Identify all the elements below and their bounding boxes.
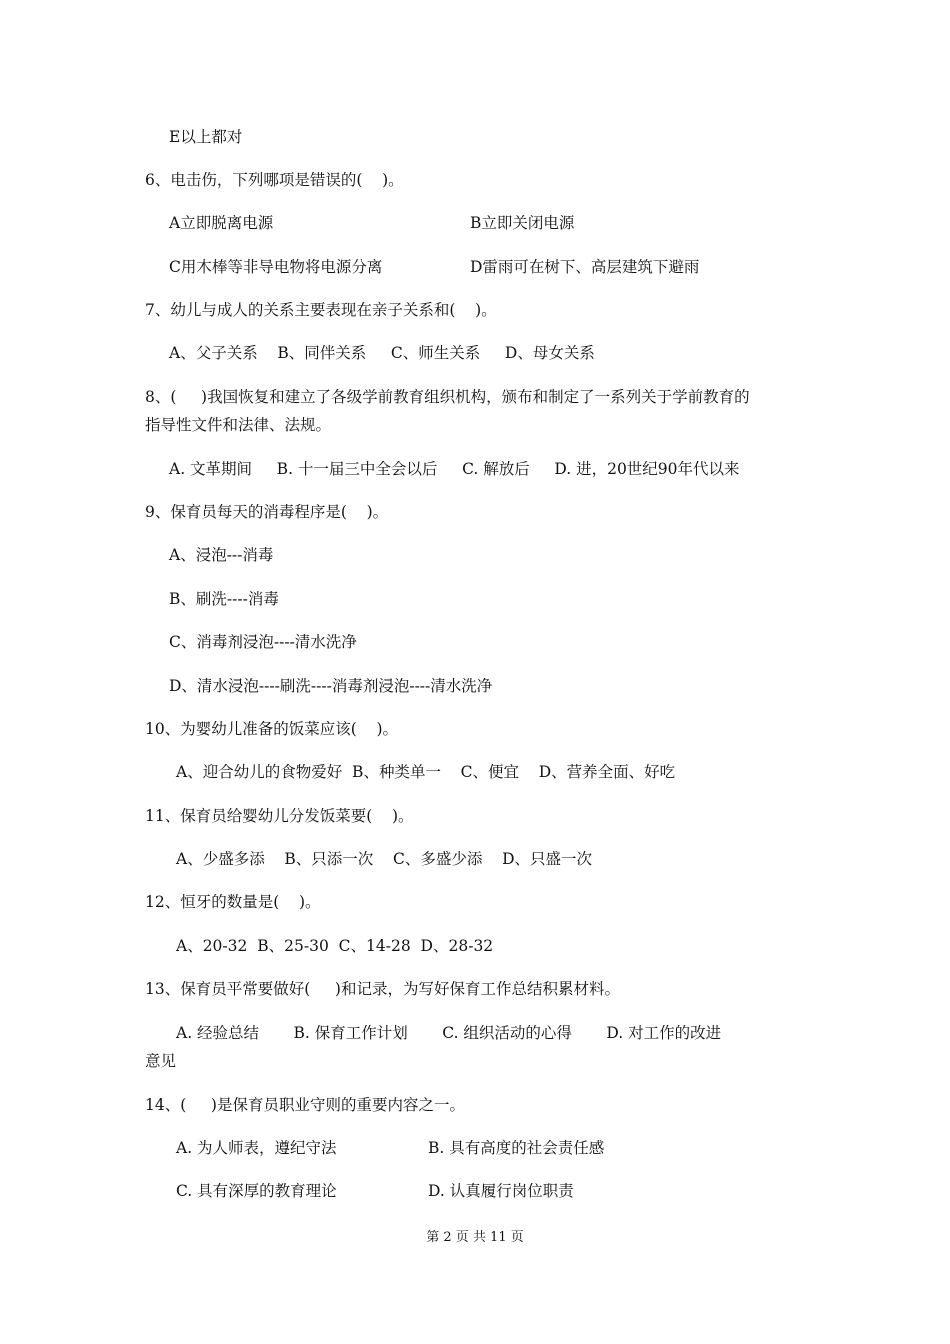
q6-option-c: C用木棒等非导电物将电源分离 xyxy=(169,258,383,276)
q11-options: A、少盛多添 B、只添一次 C、多盛少添 D、只盛一次 xyxy=(176,850,592,868)
q6-option-b: B立即关闭电源 xyxy=(470,214,575,232)
question-14: 14、( )是保育员职业守则的重要内容之一。 xyxy=(145,1096,465,1114)
question-10: 10、为婴幼儿准备的饭菜应该( )。 xyxy=(145,720,399,738)
q7-options: A、父子关系 B、同伴关系 C、师生关系 D、母女关系 xyxy=(169,344,595,362)
q14-option-c: C. 具有深厚的教育理论 xyxy=(176,1182,337,1200)
question-7: 7、幼儿与成人的关系主要表现在亲子关系和( )。 xyxy=(145,301,497,319)
q13-options: A. 经验总结 B. 保育工作计划 C. 组织活动的心得 D. 对工作的改进 xyxy=(176,1024,722,1042)
q13-options-cont: 意见 xyxy=(145,1052,177,1070)
question-8: 8、( )我国恢复和建立了各级学前教育组织机构，颁布和制定了一系列关于学前教育的 xyxy=(145,388,750,406)
question-11: 11、保育员给婴幼儿分发饭菜要( )。 xyxy=(145,807,414,825)
q10-options: A、迎合幼儿的食物爱好 B、种类单一 C、便宜 D、营养全面、好吃 xyxy=(176,763,676,781)
q9-option-a: A、浸泡---消毒 xyxy=(169,546,274,564)
q9-option-b: B、刷洗----消毒 xyxy=(169,590,279,608)
page-footer: 第 2 页 共 11 页 xyxy=(426,1230,524,1245)
q9-option-c: C、消毒剂浸泡----清水洗净 xyxy=(169,633,357,651)
q6-option-d: D雷雨可在树下、高层建筑下避雨 xyxy=(470,258,700,276)
question-6: 6、电击伤，下列哪项是错误的( )。 xyxy=(145,171,404,189)
q6-option-a: A立即脱离电源 xyxy=(169,214,274,232)
q8-options: A. 文革期间 B. 十一届三中全会以后 C. 解放后 D. 进，20世纪90年代以来 xyxy=(169,460,740,478)
option-e: E以上都对 xyxy=(169,128,243,146)
q14-option-a: A. 为人师表，遵纪守法 xyxy=(176,1139,337,1157)
q14-option-d: D. 认真履行岗位职责 xyxy=(428,1182,574,1200)
question-9: 9、保育员每天的消毒程序是( )。 xyxy=(145,503,389,521)
question-12: 12、恒牙的数量是( )。 xyxy=(145,893,321,911)
question-8-cont: 指导性文件和法律、法规。 xyxy=(145,416,332,434)
question-13: 13、保育员平常要做好( )和记录，为写好保育工作总结积累材料。 xyxy=(145,980,620,998)
q12-options: A、20-32 B、25-30 C、14-28 D、28-32 xyxy=(176,937,494,955)
q9-option-d: D、清水浸泡----刷洗----消毒剂浸泡----清水洗净 xyxy=(169,677,493,695)
q14-option-b: B. 具有高度的社会责任感 xyxy=(428,1139,605,1157)
